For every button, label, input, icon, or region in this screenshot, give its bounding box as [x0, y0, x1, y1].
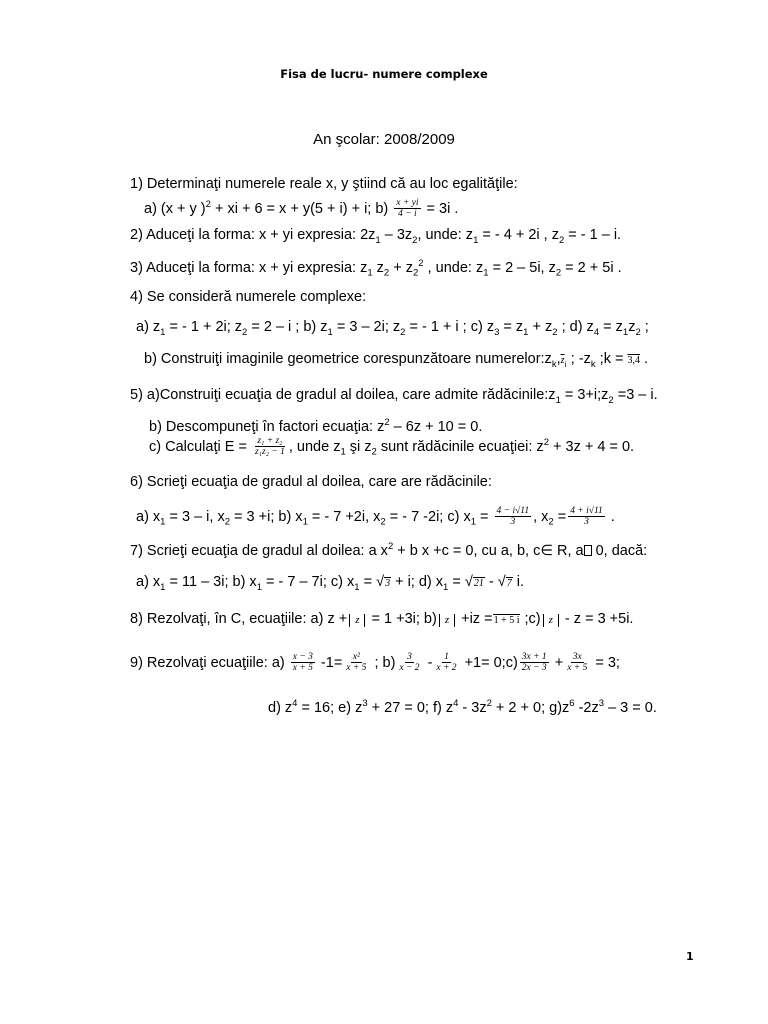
- exercise-5b: b) Descompuneţi în factori ecuaţia: $z^2 - 6z + 10 = 0$.: [149, 417, 483, 435]
- fraction: $\frac{\text{z₁ + z₂}}{\text{z₁z₂ − 1}}$: [254, 436, 285, 458]
- fraction: $\frac{x - 3}{x + 5}$: [292, 652, 313, 674]
- fraction: $\frac{4 - i√11}{3}$: [496, 506, 530, 528]
- fraction: $\frac{\text{x²}}{x + 5}$: [346, 652, 367, 674]
- fraction: $\frac{3x}{x + 5}$: [567, 652, 588, 674]
- exercise-2: 2) Aduceţi la forma: x + yi expresia: $2z_1 - 3z_2$, unde: $z_1$ = - 4 + 2i , $z_2$ = - 1 – i.: [130, 227, 622, 246]
- exercise-6-statement: 6) Scrieţi ecuaţia de gradul al doilea, care are rădăcinile:: [130, 474, 492, 490]
- exercise-7-roots: a) $x_1 = 11 - 3i$; b) $x_1$ = - 7 – 7i; c) $x_1 = √3 + i$; d) $x_1 = √21 - √7$ i.: [136, 574, 524, 593]
- fraction: $\frac{1}{x + 2}$: [436, 652, 457, 674]
- abs-z: z: [439, 614, 455, 627]
- exercise-4a: a) $z_1$ = - 1 + 2i; $z_2 = 2 - i$ ; b) $z_1 = 3 - 2i$; $z_2$ = - 1 + i ; c) $z_3 = z_1 + z_2$ ; d) $z_4 = z_1z_2$ ;: [136, 319, 649, 338]
- abs-z: z: [349, 614, 365, 627]
- exercise-4b: b) Construiţi imaginile geometrice corespunzătoare $numerelor:z_k,\overline{z}_i$ ; $-z_k$ ;k = 3,4 .: [144, 351, 649, 370]
- missing-symbol-box: [584, 545, 592, 556]
- exercise-5a: 5) a)Construiţi ecuaţia de gradul al doilea, care admite $rădăcinile:z_1$ = $3+i;z_2 =3 - i$.: [130, 387, 658, 406]
- fraction: $\frac{3}{x - 2}$: [399, 652, 420, 674]
- abs-z: z: [543, 614, 559, 627]
- fraction: $\frac{3x + 1}{2x - 3}$: [521, 652, 547, 674]
- document-title: Fisa de lucru- numere complexe: [280, 67, 488, 81]
- fraction: $\frac{4 + i√11}{3}$: [570, 506, 603, 528]
- exercise-1-equations: a) (x + y )$^2$ + xi + 6 = x + y(5 + i) + i; b) $\frac{x + yi}{4 - i}$ = 3i .: [144, 198, 459, 220]
- exercise-7-statement: 7) Scrieţi ecuaţia de gradul al doilea: a $x^2 + b$ x +c = 0, cu a, b, c∈ R, a 0, dacă:: [130, 541, 648, 559]
- exercise-8: 8) Rezolvaţi, în C, ecuaţiile: a) z + z = 1 +3i; b) z +iz =1 + 5 i ;c) z - z = 3 +5i.: [130, 611, 634, 627]
- exercise-5c: c) Calculaţi E = $\frac{\text{z₁ + z₂}}{\text{z₁z₂ − 1}}$ , unde $z_1$ şi $z_2$ sunt rădăcinile ecuaţiei: $z^2 + 3z + 4 = 0$.: [149, 436, 635, 458]
- fraction: $\frac{x + yi}{4 - i}$: [396, 198, 419, 220]
- exercise-4-statement: 4) Se consideră numerele complexe:: [130, 289, 367, 305]
- exercise-9-defg: d) $z^4 = 16$; e) $z^3 + 27 = 0$; f) $z^4 - 3z^2 + 2 + 0$; $g)z^6$ $-2z^3 - 3 = 0$.: [268, 698, 657, 716]
- page-number: 1: [686, 950, 694, 963]
- school-year: An şcolar: 2008/2009: [313, 131, 455, 148]
- exercise-1-statement: 1) Determinaţi numerele reale x, y ştiind că au loc egalităţile:: [130, 176, 518, 192]
- exercise-9-abc: 9) Rezolvaţi ecuaţiile: a) $\frac{x - 3}{x + 5}$ -1= $\frac{\text{x²}}{x + 5}$ ; b) $\frac{3}{x - 2}$ - $\frac{1}{x + 2}$ +1= 0;c) $\frac{3x + 1}{2x - 3}$ + $\frac{3x}{x + 5}$ = 3;: [130, 652, 620, 674]
- exercise-6-roots: a) $x_1 = 3 - i$, $x_2 = 3 +i$; b) $x_1$ = - 7 +2i, $x_2$ = - 7 -2i; c) $x_1$ = $\frac{4 - i√11}{3}$ , $x_2$ = $\frac{4 + i√11}{3}$ .: [136, 506, 615, 528]
- exercise-3: 3) Aduceţi la forma: x + yi expresia: $z_1$ $z_2 + z_2^2$ , unde: $z_1 = 2 - 5i$, $z_2 = 2 + 5i$ .: [130, 258, 622, 279]
